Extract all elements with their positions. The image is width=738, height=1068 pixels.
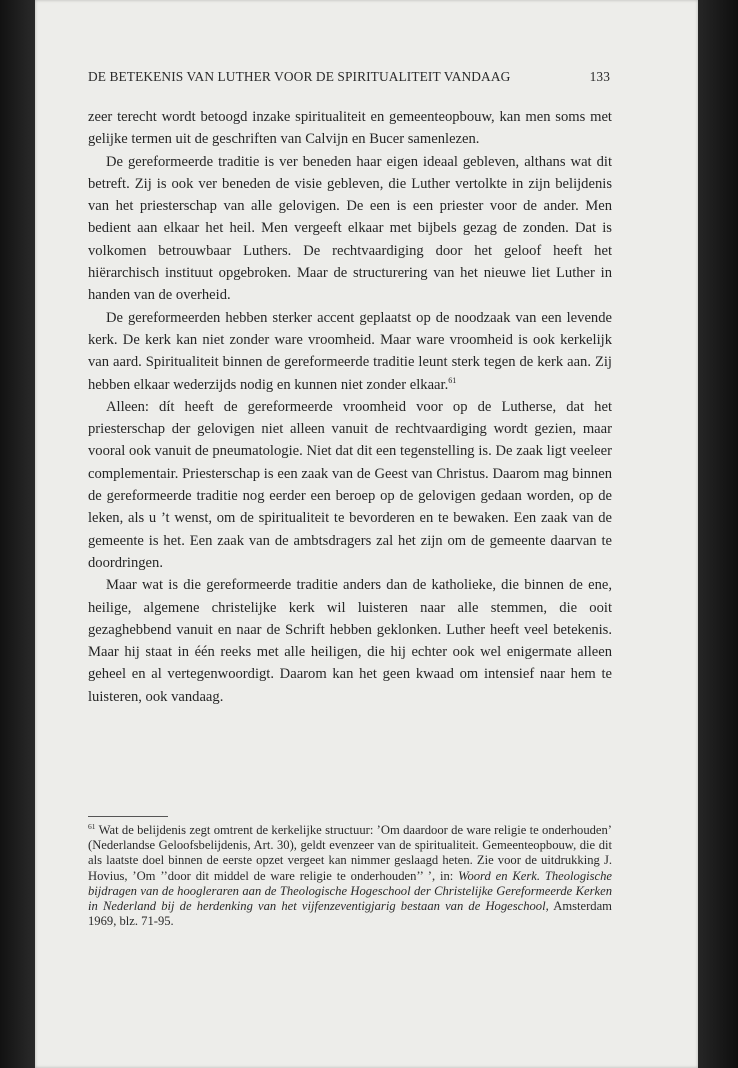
paragraph-2: De gereformeerde traditie is ver beneden haar eigen ideaal gebleven, althans wat dit betreft. Zij is ook ver beneden de visie gebleven, die Luther vertolkte in zijn belijdenis van het priesterschap van alle gelovigen. De een is een priester voor de ander. Men bedient aan elkaar het heil. Men vergeeft elkaar met bijbels gezag de zonden. Dat is volkomen betrouwbaar Luthers. De rechtvaardiging door het geloof heeft het hiërarchisch instituut opgebroken. Maar de structurering van het nieuwe liet Luther in handen van de overheid. <box>88 153 612 304</box>
body-text <box>88 106 612 708</box>
running-head-title: DE BETEKENIS VAN LUTHER VOOR DE SPIRITUALITEIT VANDAAG <box>88 69 511 84</box>
footnote-text-a: Wat de belijdenis zegt omtrent de kerkelijke structuur: ’Om daardoor de ware religie te onderhouden’ (Nederlandse Geloofsbelijdenis, Art. 30), geldt evenzeer van de spiritualiteit. Gemeenteopbouw, die dit als laatste doel binnen de eerste opzet vergeet kan nimmer geslaagd heten. Zie voor de uitdrukking J. Hovius, ’Om ’’door dit middel de ware religie te onderhouden’’ ’, in: <box>88 823 612 883</box>
footnote <box>88 823 612 929</box>
paragraph-3-text: De gereformeerden hebben sterker accent geplaatst op de noodzaak van een levende kerk. De kerk kan niet zonder ware vroomheid. Maar ware vroomheid is ook kerkelijk van aard. Spiritualiteit binnen de gereformeerde traditie leunt sterk tegen de kerk aan. Zij hebben elkaar wederzijds nodig en kunnen niet zonder elkaar. <box>88 309 612 393</box>
scan-right-edge <box>698 0 738 1068</box>
page-number: 133 <box>589 69 610 84</box>
paragraph-3 <box>88 307 612 396</box>
footnote-reference[interactable]: 61 <box>448 375 457 385</box>
footnote-separator <box>88 816 168 817</box>
paragraph-1: zeer terecht wordt betoogd inzake spiritualiteit en gemeenteopbouw, kan men soms met gelijke termen uit de geschriften van Calvijn en Bucer samenlezen. <box>88 109 612 148</box>
paragraph-5: Maar wat is die gereformeerde traditie anders dan de katholieke, die binnen de ene, heilige, algemene christelijke kerk wil luisteren naar alle stemmen, die ooit gezaghebbend vanuit en naar de Schrift hebben geklonken. Luther heeft veel betekenis. Maar hij staat in één reeks met alle heiligen, die hij echter ook wel enigermate alleen geheel en al vertegenwoordigt. Daarom kan het geen kwaad om intensief naar hem te luisteren, ook vandaag. <box>88 577 612 705</box>
footnote-text-b: Amsterdam 1969, blz. 71-95. <box>88 899 612 929</box>
scan-left-edge <box>0 0 35 1068</box>
paragraph-4: Alleen: dít heeft de gereformeerde vroomheid voor op de Lutherse, dat het priesterschap der gelovigen niet alleen vanuit de rechtvaardiging wordt gezien, maar vooral ook vanuit de pneumatologie. Niet dat dit een tegenstelling is. De zaak ligt veeleer complementair. Priesterschap is een zaak van de Geest van Christus. Daarom mag binnen de gereformeerde traditie nog eerder een beroep op de gelovigen gedaan worden, op de leken, als u ’t wenst, om de spiritualiteit te bevorderen en te bewaken. Een zaak van de gemeente is het. Een zaak van de ambtsdragers zal het zijn om de gemeente daarvan te doordringen. <box>88 398 612 571</box>
footnote-number: 61 <box>88 822 96 831</box>
footnote-cited-title: Woord en Kerk. Theologische bijdragen van de hoogleraren aan de Theologische Hogeschool der Christelijke Gereformeerde Kerken in Nederland bij de herdenking van het vijfenzeventigjarig bestaan van de Hogeschool, <box>88 868 612 914</box>
